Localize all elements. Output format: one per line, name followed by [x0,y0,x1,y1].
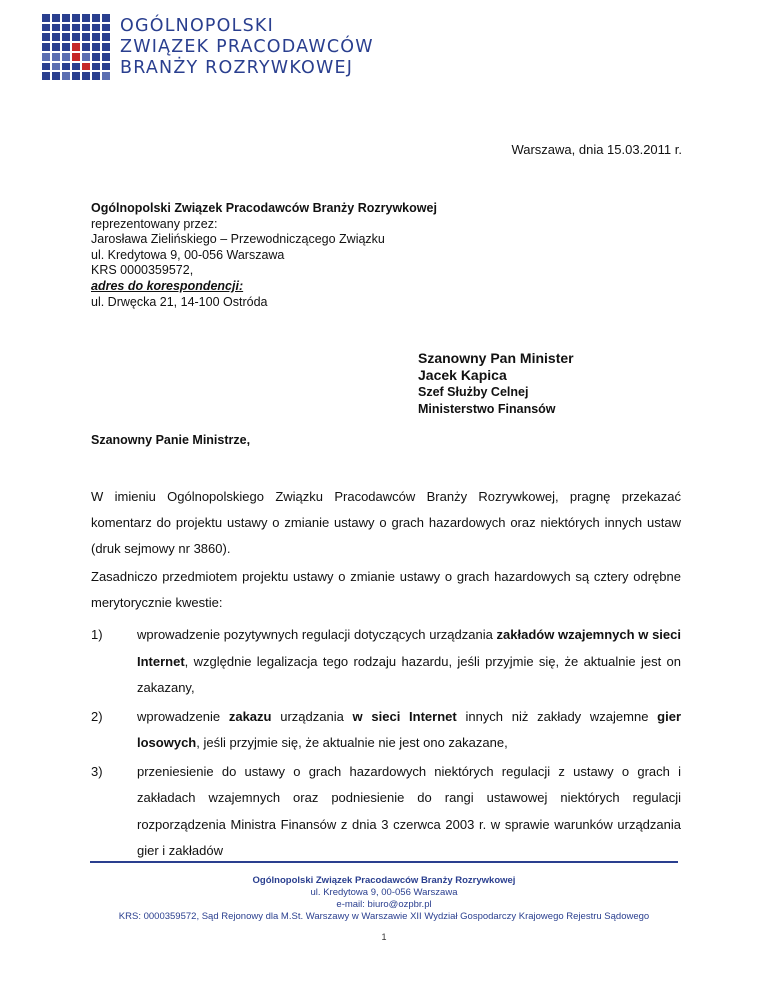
page-number: 1 [381,932,387,942]
recipient-ministry: Ministerstwo Finansów [418,402,556,416]
organization-logo [42,14,374,80]
correspondence-address: ul. Drwęcka 21, 14-100 Ostróda [91,294,268,309]
sender-krs: KRS 0000359572, [91,263,194,278]
sender-address: ul. Kredytowa 9, 00-056 Warszawa [91,247,285,262]
footer [0,875,768,923]
logo-line-1: OGÓLNOPOLSKI [120,15,274,36]
logo-grid-icon [42,14,110,80]
letter-date: Warszawa, dnia 15.03.2011 r. [511,142,682,157]
list-number: 1) [91,627,103,642]
recipient-name: Jacek Kapica [418,367,507,383]
sender-representative: Jarosława Zielińskiego – Przewodniczącego Związku [91,232,385,247]
footer-address: ul. Kredytowa 9, 00-056 Warszawa [310,887,458,898]
footer-email: e-mail: biuro@ozpbr.pl [336,899,432,910]
recipient-block [418,350,574,418]
footer-divider [90,861,678,863]
logo-text [120,16,374,79]
list-number: 3) [91,763,103,779]
logo-line-3: BRANŻY ROZRYWKOWEJ [120,57,354,78]
sender-represented-by: reprezentowany przez: [91,216,218,231]
paragraph-2: Zasadniczo przedmiotem projektu ustawy o zmianie ustawy o grach hazardowych są cztery odrębne merytorycznie kwestie: [91,569,681,610]
correspondence-label: adres do korespondencji: [91,278,244,293]
list-item: 1) wprowadzenie pozytywnych regulacji dotyczących urządzania zakładów wzajemnych w sieci Internet, względnie legalizacja tego rodzaju hazardu, jeśli przyjmie się, że aktualnie jest on zakazany, [91,622,681,702]
list-item: 2) wprowadzenie zakazu urządzania w sieci Internet innych niż zakłady wzajemne gier losowych, jeśli przyjmie się, że aktualnie nie jest ono zakazane, [91,704,681,757]
recipient-position: Szef Służby Celnej [418,385,529,399]
salutation: Szanowny Panie Ministrze, [91,433,251,447]
topics-list [91,622,681,867]
sender-name: Ogólnopolski Związek Pracodawców Branży Rozrywkowej [91,201,437,215]
footer-krs: KRS: 0000359572, Sąd Rejonowy dla M.St. Warszawy w Warszawie XII Wydział Gospodarczy Krajowego Rejestru Sądowego [118,911,650,922]
footer-org: Ogólnopolski Związek Pracodawców Branży Rozrywkowej [252,875,516,886]
logo-line-2: ZWIĄZEK PRACODAWCÓW [120,36,374,57]
list-number: 2) [91,708,103,724]
sender-block [91,201,437,310]
paragraph-1: W imieniu Ogólnopolskiego Związku Pracodawców Branży Rozrywkowej, pragnę przekazać komentarz do projektu ustawy o zmianie ustawy o grach hazardowych oraz niektórych innych ustaw (druk sejmowy nr 3860). [91,489,681,556]
recipient-title: Szanowny Pan Minister [418,350,574,366]
list-item: 3) przeniesienie do ustawy o grach hazardowych niektórych regulacji z ustawy o grach i zakładach wzajemnych oraz podniesienie do rangi ustawowej niektórych regulacji rozporządzenia Ministra Finansów z dnia 3 czerwca 2003 r. w sprawie warunków urządzania gier i zakładów [91,759,681,865]
